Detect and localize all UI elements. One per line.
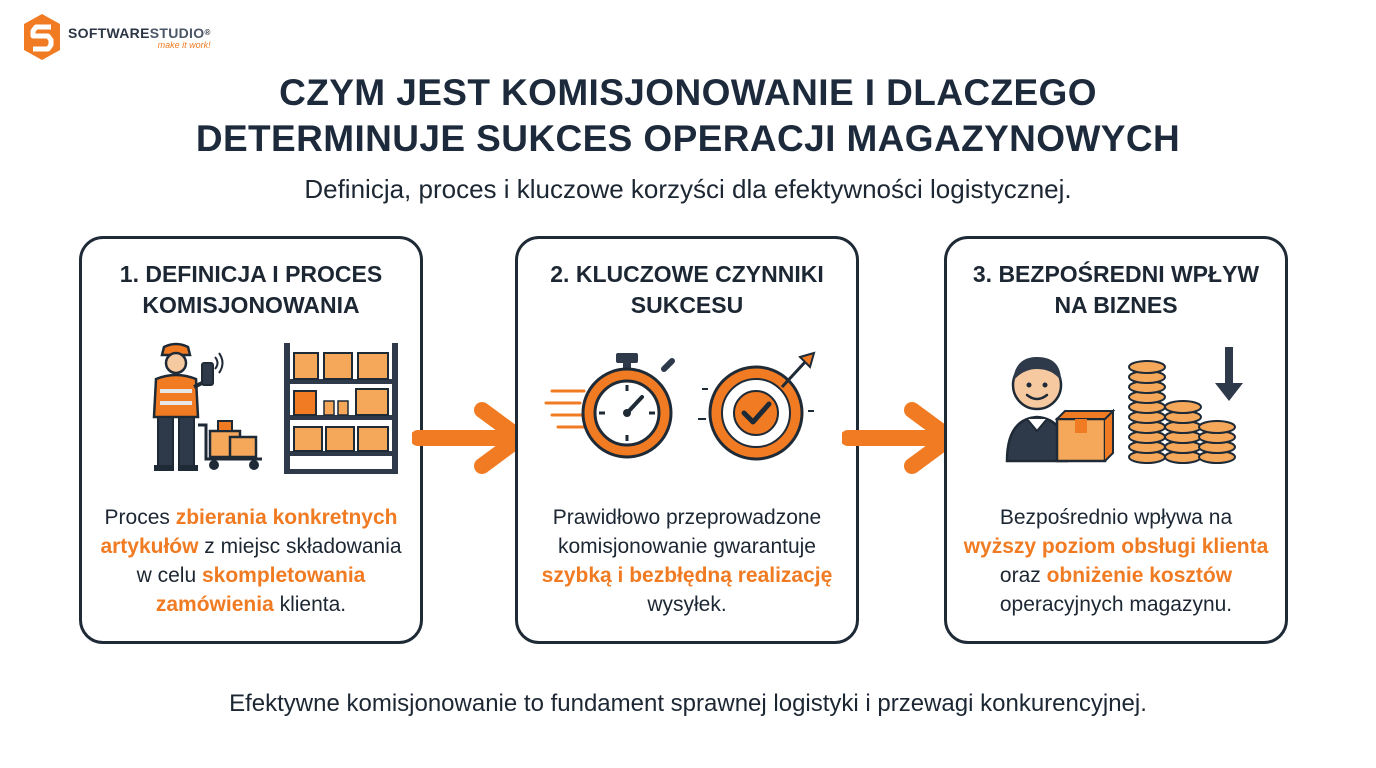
happy-customer-icon [1007,357,1113,461]
coins-decrease-icon [1129,347,1243,463]
card-title [967,259,1265,321]
stopwatch-icon [546,353,672,457]
page-title-line-1: CZYM JEST KOMISJONOWANIE I DLACZEGO [279,72,1097,113]
card-illustration [538,339,838,479]
card-title-line-2: SUKCESU [630,292,744,318]
page-subtitle: Definicja, proces i kluczowe korzyści dla efektywności logistycznej. [304,174,1072,204]
highlighted-text: zbierania konkretnych artykułów [100,506,398,558]
card-description [532,503,842,619]
card-success-factors [515,236,859,644]
highlighted-text: skompletowania zamówienia [155,564,366,616]
card-illustration [102,339,402,479]
body-text: klienta. [273,593,347,616]
body-text: z miejsc składowania w celu [136,535,402,587]
body-text: Proces [104,506,176,529]
card-definition [79,236,423,644]
card-title-line-1: 1. DEFINICJA I PROCES [119,261,383,287]
body-text: oraz [999,564,1047,587]
card-title-line-2: KOMISJONOWANIA [142,292,360,318]
card-title-line-2: NA BIZNES [1054,292,1178,318]
card-illustration [967,339,1267,479]
highlighted-text: szybką i bezbłędną realizację [541,564,833,587]
card-description [961,503,1271,619]
body-text: Prawidłowo przeprowadzone komisjonowanie gwarantuje [552,506,822,558]
warehouse-shelves-icon [284,343,398,474]
brand-tagline: make it work! [157,39,211,50]
card-title [102,259,400,321]
footer-statement: Efektywne komisjonowanie to fundament sprawnej logistyki i przewagi konkurencyjnej. [229,690,1147,717]
brand-logo [22,12,211,62]
body-text: Bezpośrednio wpływa na [999,506,1233,529]
brand-name: SOFTWARESTUDIO® [68,24,211,41]
highlighted-text: obniżenie kosztów [1046,564,1233,587]
page-title-line-2: DETERMINUJE SUKCES OPERACJI MAGAZYNOWYCH [195,118,1181,159]
page-title [0,70,1376,162]
card-title-line-1: 2. KLUCZOWE CZYNNIKI [550,261,824,287]
card-title [538,259,836,321]
target-check-icon [698,353,814,459]
card-title-line-1: 3. BEZPOŚREDNI WPŁYW [972,261,1260,287]
body-text: wysyłek. [647,593,727,616]
body-text: operacyjnych magazynu. [999,593,1233,616]
highlighted-text: wyższy poziom obsługi klienta [963,535,1269,558]
warehouse-worker-scanner-icon [154,344,262,471]
card-business-impact [944,236,1288,644]
card-description [96,503,406,619]
software-studio-logo-icon [22,12,62,62]
